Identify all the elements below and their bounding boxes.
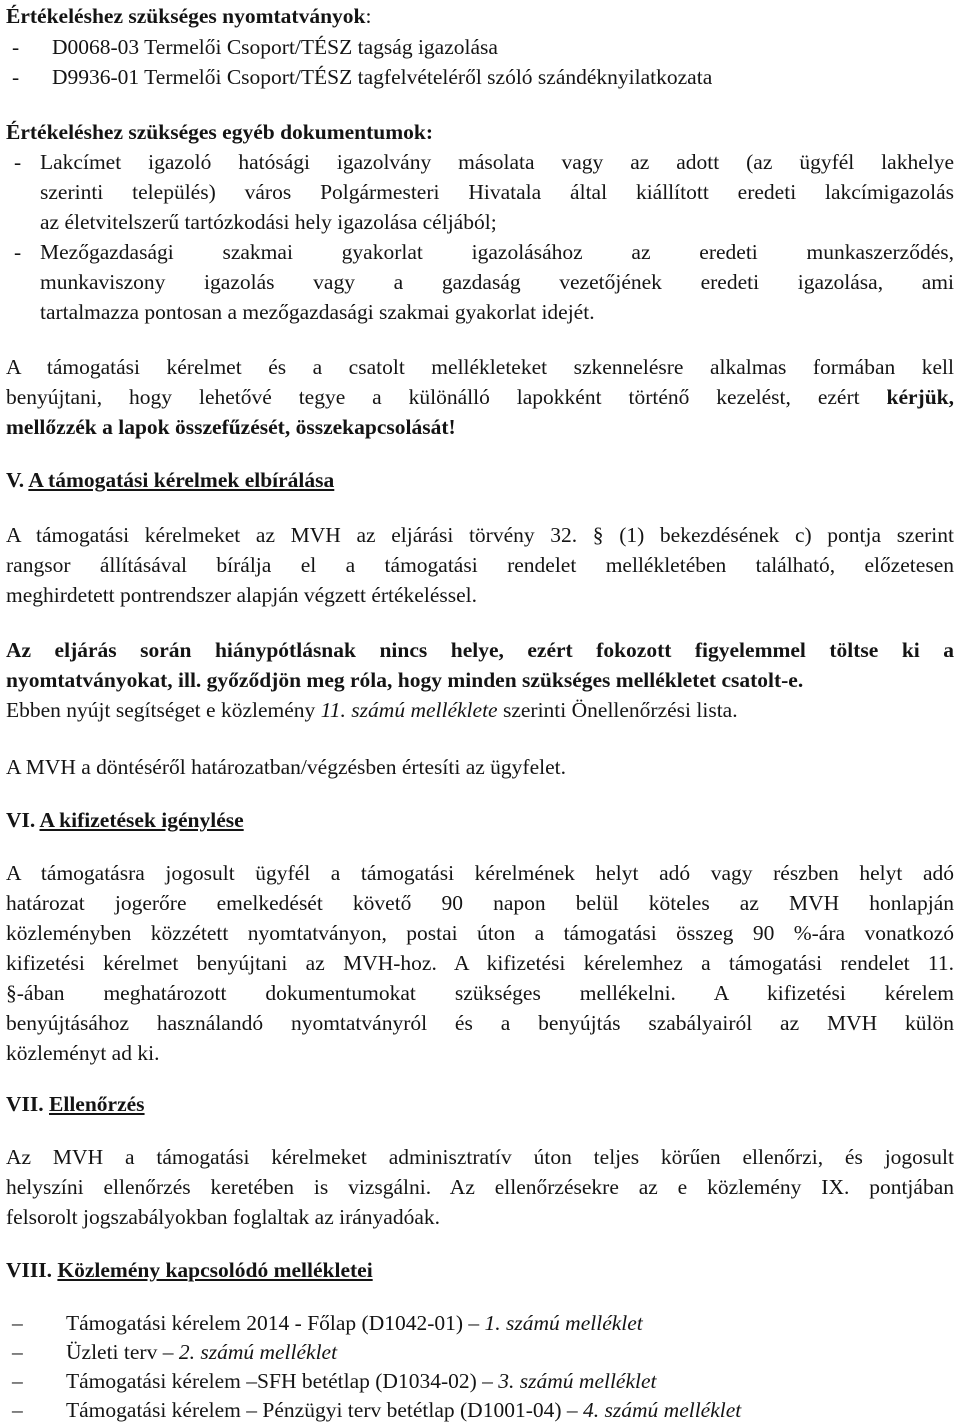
- section-vi-paragraph-line: §-ában meghatározott dokumentumokat szükséges mellékelni. A kifizetési kérelem: [6, 981, 954, 1005]
- section-v-paragraph-line: rangsor állításával bírálja el a támogatási rendelet mellékletében található, előzetesen: [6, 553, 954, 577]
- docs-item-1-line: az életvitelszerű tartózkodási hely igazolása céljából;: [40, 210, 497, 234]
- section-vii-paragraph-line: Az MVH a támogatási kérelmeket adminisztratív úton teljes körűen ellenőrzi, és jogosult: [6, 1145, 954, 1169]
- document-page: Értékeléshez szükséges nyomtatványok: - D0068-03 Termelői Csoport/TÉSZ tagság igazolása - D9936-01 Termelői Csoport/TÉSZ tagfelvételéről szóló szándéknyilatkozata Értékeléshez szükséges egyéb dokumentumok: - Lakcímet igazoló hatósági igazolvány másolata vagy az adott (az ügyfél lakhelye szerinti település) város Polgármesteri Hivatala által kiállított eredeti lakcímigazolás az életvitelszerű tartózkodási hely igazolása céljából; - Mezőgazdasági szakmai gyakorlat igazolásához az eredeti munkaszerződés, munkaviszony igazolás vagy a gazdaság vezetőjének eredeti igazolása, ami tartalmazza pontosan a mezőgazdasági szakmai gyakorlat idejét. A támogatási kérelmet és a csatolt mellékleteket szkennelésre alkalmas formában kell benyújtani, hogy lehetővé tegye a különálló lapokként történő kezelést, ezért kérjük, mellőzzék a lapok összefűzését, összekapcsolását! V. A támogatási kérelmek elbírálása A támogatási kérelmeket az MVH az eljárási törvény 32. § (1) bekezdésének c) pontja szerint rangsor állításával bírálja el a támogatási rendelet mellékletében található, előzetesen meghirdetett pontrendszer alapján végzett értékeléssel. Az eljárás során hiánypótlásnak nincs helye, ezért fokozott figyelemmel töltse ki a nyomtatványokat, ill. győződjön meg róla, hogy minden szükséges mellékletet csatolt-e. Ebben nyújt segítséget e közlemény 11. számú melléklete szerinti Önellenőrzési lista. A MVH a döntéséről határozatban/végzésben értesíti az ügyfelet. VI. A kifizetések igénylése A támogatásra jogosult ügyfél a támogatási kérelmének helyt adó vagy részben helyt adó határozat jogerőre emelkedését követő 90 napon belül köteles az MVH honlapján közleményben közzétett nyomtatványon, postai úton a támogatási összeg 90 %-ára vonatkozó kifizetési kérelmet benyújtani az MVH-hoz. A kifizetési kérelemhez a támogatási rendelet 11. §-ában meghatározott dokumentumokat szükséges mellékelni. A kifizetési kérelem benyújtásához használandó nyomtatványról és a benyújtás szabályairól az MVH külön közleményt ad ki. VII. Ellenőrzés Az MVH a támogatási kérelmeket adminisztratív úton teljes körűen ellenőrzi, és jogosult helyszíni ellenőrzés keretében is vizsgálni. Az ellenőrzésekre az e közlemény IX. pontjában felsorolt jogszabályokban foglaltak az irányadóak. VIII. Közlemény kapcsolódó mellékletei – Támogatási kérelem 2014 - Főlap (D1042-01) – 1. számú melléklet – Üzleti terv – 2. számú melléklet – Támogatási kérelem –SFH betétlap (D1034-02) – 3. számú melléklet – Támogatási kérelem – Pénzügyi terv betétlap (D1001-04) – 4. számú melléklet: [6, 4, 954, 1422]
- section-vi-paragraph-line: A támogatásra jogosult ügyfél a támogatási kérelmének helyt adó vagy részben helyt adó: [6, 861, 954, 885]
- section-vii-paragraph-line: felsorolt jogszabályokban foglaltak az irányadóak.: [6, 1205, 441, 1229]
- docs-item-1-line: szerinti település) város Polgármesteri Hivatala által kiállított eredeti lakcímigazolás: [40, 180, 954, 204]
- section-v-warning-line: Az eljárás során hiánypótlásnak nincs helye, ezért fokozott figyelemmel töltse ki a: [6, 638, 954, 662]
- section-vi-paragraph-line: közleményben közzétett nyomtatványon, postai úton a támogatási összeg 90 %-ára vonatkozó: [6, 921, 954, 945]
- section-v-paragraph-line: meghirdetett pontrendszer alapján végzett értékeléssel.: [6, 583, 477, 607]
- section-v-decision: A MVH a döntéséről határozatban/végzésben értesíti az ügyfelet.: [6, 755, 566, 779]
- section-vi-paragraph-line: közleményt ad ki.: [6, 1041, 160, 1065]
- forms-heading: Értékeléshez szükséges nyomtatványok:: [6, 4, 372, 28]
- section-v-paragraph-line: A támogatási kérelmeket az MVH az eljárási törvény 32. § (1) bekezdésének c) pontja szerint: [6, 523, 954, 547]
- section-vi-paragraph-line: határozat jogerőre emelkedését követő 90 napon belül köteles az MVH honlapján: [6, 891, 954, 915]
- section-vi-paragraph-line: kifizetési kérelmet benyújtani az MVH-hoz. A kifizetési kérelemhez a támogatási rendelet 11.: [6, 951, 954, 975]
- section-viii-heading: VIII. Közlemény kapcsolódó mellékletei: [6, 1258, 373, 1282]
- docs-item-2-line: munkaviszony igazolás vagy a gazdaság vezetőjének eredeti igazolása, ami: [40, 270, 954, 294]
- section-v-heading: V. A támogatási kérelmek elbírálása: [6, 468, 335, 492]
- section-vi-heading: VI. A kifizetések igénylése: [6, 808, 244, 832]
- docs-item-2-line: Mezőgazdasági szakmai gyakorlat igazolásához az eredeti munkaszerződés,: [40, 240, 954, 264]
- section-vii-paragraph-line: helyszíni ellenőrzés keretében is vizsgálni. Az ellenőrzésekre az e közlemény IX. pontjában: [6, 1175, 954, 1199]
- scan-paragraph-line: benyújtani, hogy lehetővé tegye a különálló lapokként történő kezelést, ezért kérjük,: [6, 385, 954, 409]
- section-vii-heading: VII. Ellenőrzés: [6, 1092, 145, 1116]
- section-vi-paragraph-line: benyújtásához használandó nyomtatványról és a benyújtás szabályairól az MVH külön: [6, 1011, 954, 1035]
- section-v-warning-line: Ebben nyújt segítséget e közlemény 11. számú melléklete szerinti Önellenőrzési lista.: [6, 698, 738, 722]
- scan-paragraph-line: A támogatási kérelmet és a csatolt mellékleteket szkennelésre alkalmas formában kell: [6, 355, 954, 379]
- scan-paragraph-line: mellőzzék a lapok összefűzését, összekapcsolását!: [6, 415, 456, 439]
- section-v-warning-line: nyomtatványokat, ill. győződjön meg róla, hogy minden szükséges mellékletet csatolt-e.: [6, 668, 804, 692]
- docs-item-1-line: Lakcímet igazoló hatósági igazolvány másolata vagy az adott (az ügyfél lakhelye: [40, 150, 954, 174]
- docs-item-2-line: tartalmazza pontosan a mezőgazdasági szakmai gyakorlat idejét.: [40, 300, 595, 324]
- docs-heading: Értékeléshez szükséges egyéb dokumentumok:: [6, 120, 433, 144]
